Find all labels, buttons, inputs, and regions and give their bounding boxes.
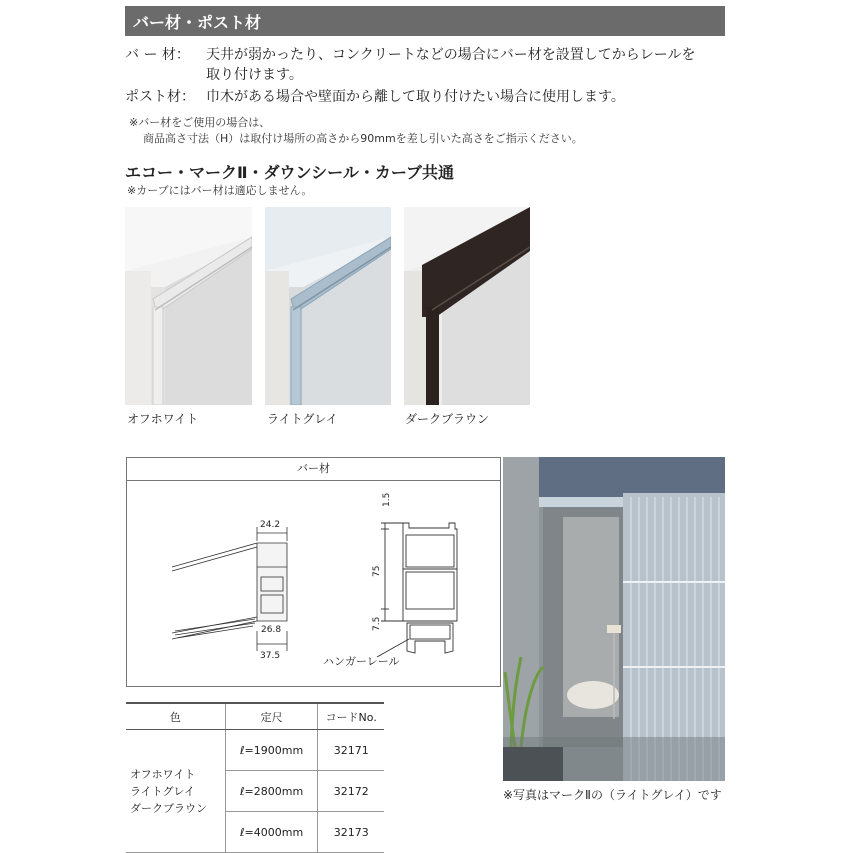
- note-line-1: ※バー材をご使用の場合は、: [129, 116, 271, 129]
- swatch-photo-darkbrown: [404, 207, 530, 405]
- dim-label-26-8: 26.8: [261, 625, 282, 635]
- post-term: ポスト材：: [125, 89, 195, 105]
- spec-table: [126, 702, 384, 853]
- bar-drawing: [127, 481, 500, 686]
- dim-label-1-5: 1.5: [382, 492, 392, 507]
- bar-diagram: [126, 457, 501, 687]
- code-cell: 32173: [318, 812, 384, 853]
- room-photo: [503, 457, 725, 781]
- diagram-title: バー材: [127, 458, 500, 481]
- color-cell: [126, 730, 225, 853]
- hanger-rail-label: ハンガーレール: [323, 655, 400, 668]
- length-cell: ℓ=4000mm: [225, 812, 318, 853]
- table-header-row: [126, 703, 384, 730]
- section-subtitle: エコー・マークⅡ・ダウンシール・カーブ共通: [125, 163, 455, 182]
- dim-label-24-2: 24.2: [260, 520, 281, 530]
- swatch-label-lightgray: ライトグレイ: [267, 412, 338, 426]
- dim-label-37-5: 37.5: [260, 651, 281, 661]
- bar-description-cont: 取り付けます。: [206, 67, 303, 83]
- table-row: [126, 730, 384, 771]
- dim-label-75: 75: [372, 565, 382, 577]
- note-line-2: 商品高さ寸法（H）は取付け場所の高さから90mmを差し引いた高さをご指示ください。: [143, 132, 583, 145]
- code-cell: 32172: [318, 771, 384, 812]
- color-name: ダークブラウン: [130, 801, 207, 815]
- post-description: 巾木がある場合や壁面から離して取り付けたい場合に使用します。: [206, 89, 625, 105]
- header-color: 色: [126, 703, 225, 730]
- swatch-label-offwhite: オフホワイト: [127, 412, 199, 426]
- swatch-photo-offwhite: [125, 207, 252, 405]
- code-cell: 32171: [318, 730, 384, 771]
- header-code: コードNo.: [318, 703, 384, 730]
- bar-description: 天井が弱かったり、コンクリートなどの場合にバー材を設置してからレールを: [206, 47, 696, 63]
- length-cell: ℓ=1900mm: [225, 730, 318, 771]
- section-note: ※カーブにはバー材は適応しません。: [127, 184, 313, 197]
- length-cell: ℓ=2800mm: [225, 771, 318, 812]
- bar-term: バ ー 材：: [125, 47, 190, 63]
- color-name: オフホワイト: [130, 767, 196, 781]
- room-photo-caption: ※写真はマークⅡの（ライトグレイ）です: [503, 788, 722, 802]
- color-name: ライトグレイ: [130, 784, 195, 798]
- section-title: バー材・ポスト材: [133, 13, 262, 32]
- swatch-label-darkbrown: ダークブラウン: [405, 412, 490, 426]
- swatch-photo-lightgray: [265, 207, 391, 405]
- dim-label-7-5: 7.5: [372, 616, 382, 631]
- section-header: [125, 6, 725, 36]
- header-length: 定尺: [225, 703, 318, 730]
